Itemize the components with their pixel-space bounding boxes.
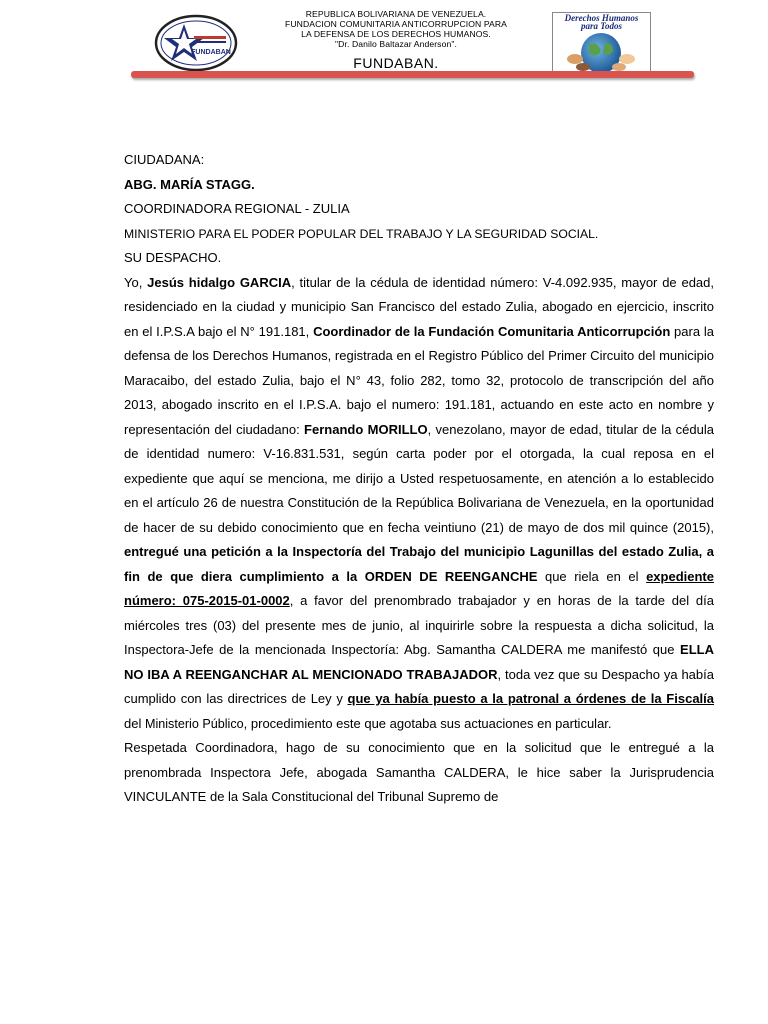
text-run: que riela en el	[537, 568, 647, 584]
header-text	[256, 9, 536, 71]
bold-run: Jesús hidalgo GARCIA	[147, 274, 292, 290]
bold-run: Coordinador de la Fundación Comunitaria Anticorrupción	[313, 323, 671, 339]
logo-title	[553, 14, 650, 30]
text-run: , a favor del prenombrado trabajador y en horas de la tarde del día miércoles tres (03) del presente mes de junio, al inquirirle sobre la respuesta a dicha solicitud, la Inspectora-Jefe de la mencionada Inspectoría: Abg. Samantha CALDERA me manifestó que	[124, 593, 714, 657]
text-run: , venezolano, mayor de edad, titular de la cédula de identidad numero: V-16.831.531, según carta poder por el otorgada, la cual reposa en el expediente que aquí se menciona, me dirijo a Usted respetuosamente, en atención a lo establecido en el artículo 26 de nuestra Constitución de la República Bolivariana de Venezuela, en la oportunidad de hacer de su debido conocimiento que en fecha veintiuno (21) de mayo de dos mil quince (2015),	[124, 421, 714, 535]
text-run: , titular de la cédula de identidad número: V-4.092.935, mayor de edad, residenciado en la ciudad y municipio San Francisco del estado Zulia, abogado en ejercicio, inscrito en el I.P.S.A bajo el N° 191.181,	[124, 274, 714, 339]
text-run: Yo,	[124, 274, 148, 290]
logo-title-line: Derechos Humanos	[564, 13, 639, 23]
brand-name: FUNDABAN.	[353, 55, 439, 71]
letter-body	[124, 148, 714, 810]
text-run: Ministerio Público	[144, 716, 244, 731]
text-run: para la defensa de los Derechos Humanos, registrada en el Registro Público del Primer Circuito del municipio Maracaibo, del estado Zulia, bajo el N° 43, folio 282, tomo 32, protocolo de transcripción del año 2013, abogado inscrito en el I.P.S.A. bajo el numero: 191.181, actuando en este acto en nombre y representación del ciudadano:	[124, 323, 714, 437]
text-run: , toda vez que su Despacho ya había cumplido con las directrices de Ley y	[124, 666, 714, 706]
salutation: CIUDADANA:	[124, 152, 205, 167]
human-rights-logo	[552, 12, 651, 72]
header-line: LA DEFENSA DE LOS DERECHOS HUMANOS.	[301, 29, 491, 39]
recipient-name: ABG. MARÍA STAGG.	[124, 176, 255, 192]
logo-text: FUNDABAN	[191, 49, 231, 56]
ministry-line: MINISTERIO PARA EL PODER POPULAR DEL TRABAJO Y LA SEGURIDAD SOCIAL.	[124, 226, 599, 241]
text-run: , procedimiento este que agotaba sus actuaciones en particular.	[243, 715, 612, 731]
letterhead	[0, 0, 768, 90]
bold-run: entregué una petición a la Inspectoría del Trabajo del municipio Lagunillas del estado Zulia, a fin de que diera cumplimiento a la ORDEN DE REENGANCHE	[124, 544, 714, 584]
bold-run: ELLA NO IBA A REENGANCHAR AL MENCIONADO TRABAJADOR	[124, 642, 714, 682]
header-line: REPUBLICA BOLIVARIANA DE VENEZUELA.	[305, 9, 487, 19]
bold-underlined-run: que ya había puesto a la patronal a órdenes de la Fiscalía	[347, 691, 715, 706]
header-line: FUNDACION COMUNITARIA ANTICORRUPCION PARA	[285, 19, 507, 29]
bold-run: Fernando MORILLO	[304, 421, 428, 437]
header-line: "Dr. Danilo Baltazar Anderson".	[335, 39, 457, 49]
recipient-title: COORDINADORA REGIONAL - ZULIA	[124, 201, 350, 216]
paragraph-1	[124, 271, 714, 737]
bold-underlined-run: expediente número: 075-2015-01-0002	[124, 568, 714, 608]
text-run: del	[124, 715, 145, 731]
despacho-line: SU DESPACHO.	[124, 250, 222, 265]
fundaban-logo	[154, 14, 238, 72]
logo-title-line: para Todos	[581, 21, 622, 31]
paragraph-2: Respetada Coordinadora, hago de su conocimiento que en la solicitud que le entregué a la prenombrada Inspectora Jefe, abogada Samantha CALDERA, le hice saber la Jurisprudencia VINCULANTE de la Sala Constitucional del Tribunal Supremo de	[124, 740, 714, 804]
header-divider	[131, 71, 694, 78]
